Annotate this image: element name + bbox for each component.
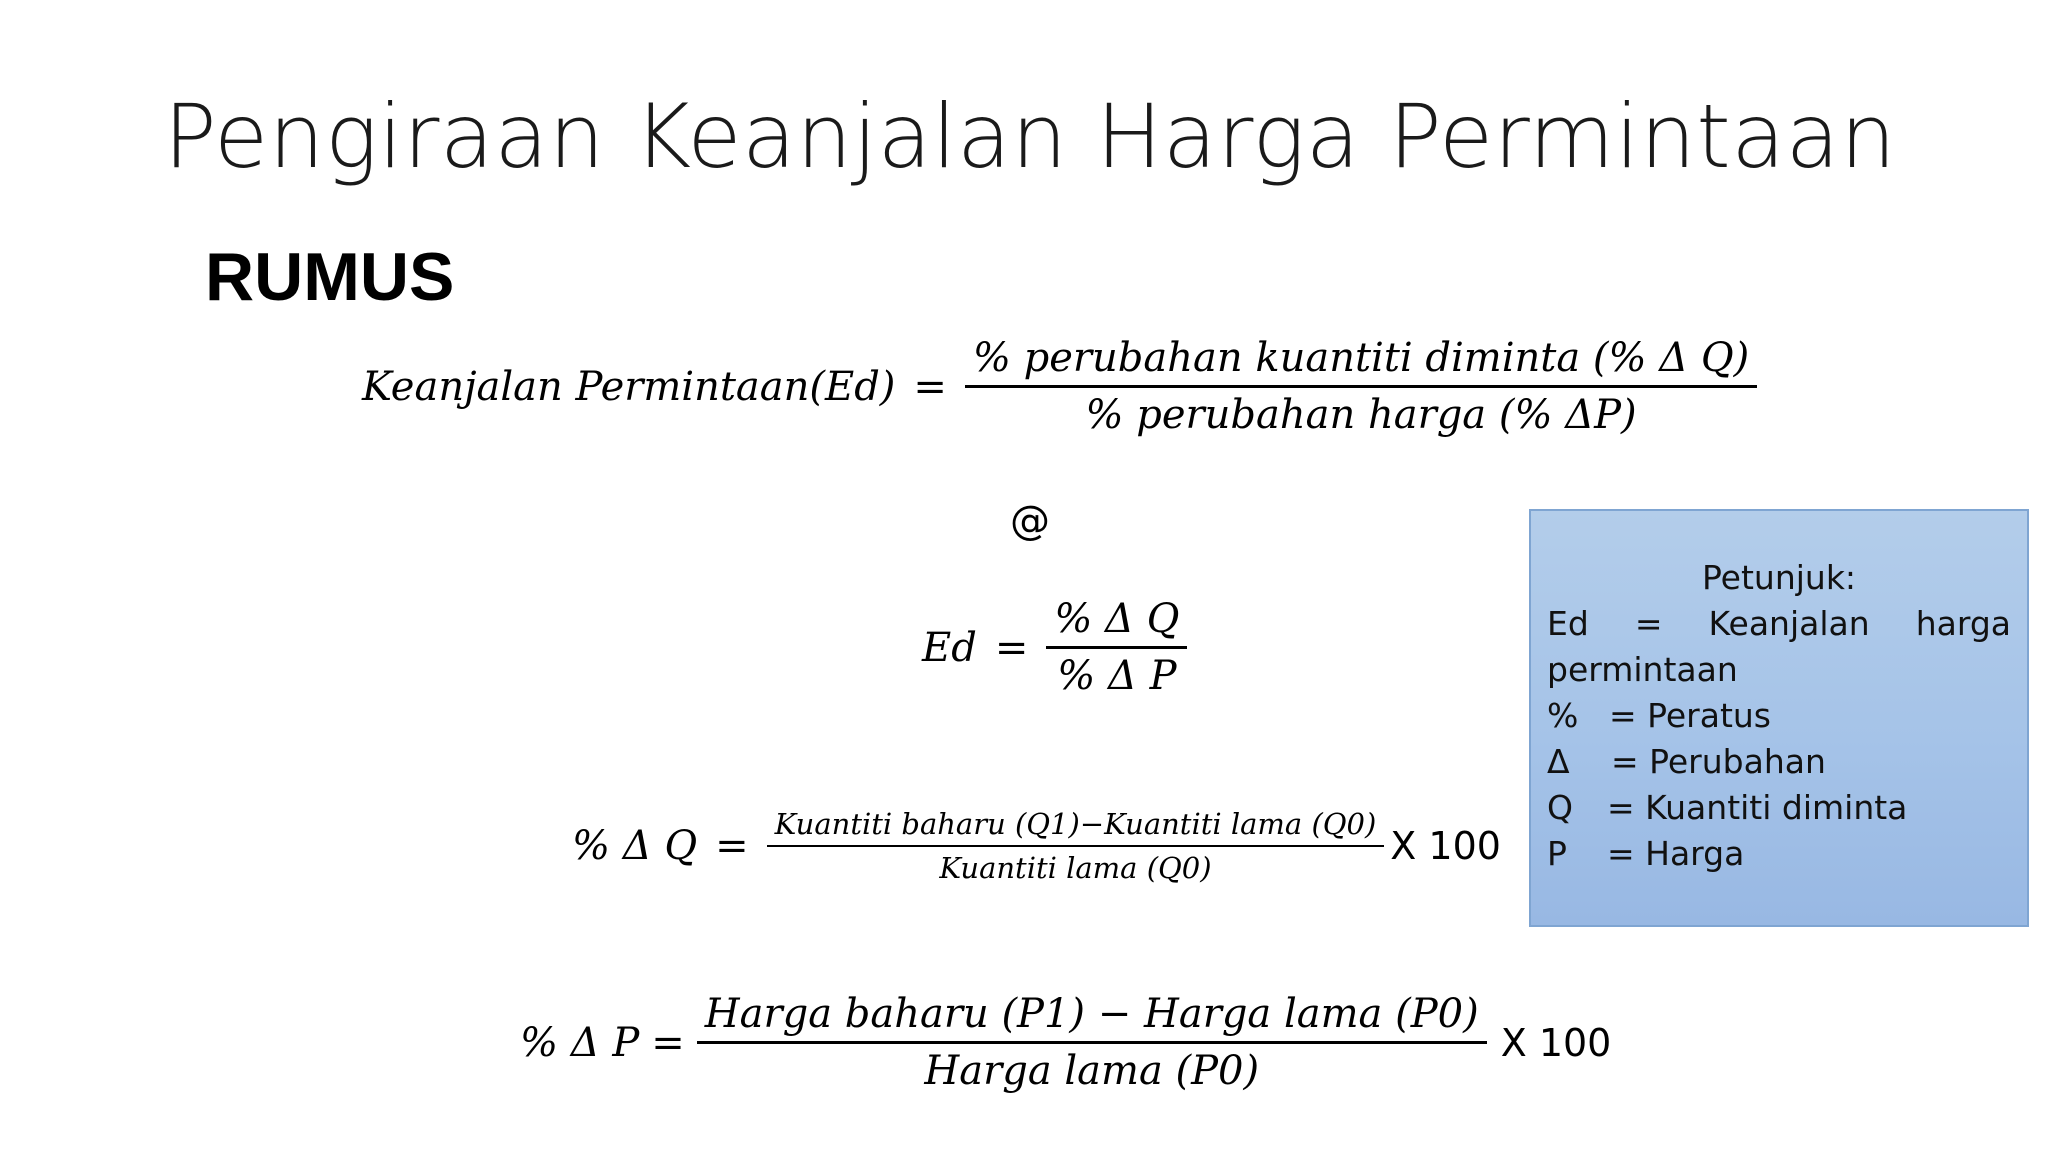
legend-ed-continuation: permintaan [1547,650,1738,689]
formula1-lhs: Keanjalan Permintaan(Ed) [362,363,896,410]
formula-percent-change-price [520,991,1611,1094]
legend-ed-word2: harga [1915,604,2011,643]
formula3-multiplier: X 100 [1390,824,1501,868]
legend-meaning: = Harga [1607,834,1745,873]
formula4-equals: = [651,1019,685,1066]
formula3-lhs: % Δ Q [572,823,698,869]
legend-item-q [1547,785,2011,831]
formula2-denominator: % Δ P [1057,653,1177,699]
legend-heading: Petunjuk: [1701,558,1857,597]
formula-elasticity-definition [362,335,1757,438]
legend-item-ed [1547,601,2011,647]
formula3-equals: = [715,823,749,869]
slide-title: Pengiraan Keanjalan Harga Permintaan [163,85,1897,188]
formula4-lhs: % Δ P [520,1019,640,1066]
legend-meaning: = Peratus [1609,696,1772,735]
legend-item-p [1547,831,2011,877]
formula3-fraction [767,807,1385,885]
formula3-denominator: Kuantiti lama (Q0) [939,851,1212,885]
formula2-fraction [1046,596,1187,699]
formula1-equals: = [913,363,947,410]
formula1-numerator: % perubahan kuantiti diminta (% Δ Q) [972,335,1750,381]
formula-percent-change-quantity [572,807,1501,885]
section-heading: RUMUS [205,239,455,315]
formula-ed-short [922,596,1187,699]
legend-ed-symbol: Ed [1547,604,1589,643]
legend-ed-equals: = [1634,604,1663,643]
legend-meaning: = Perubahan [1611,742,1826,781]
formula4-multiplier: X 100 [1500,1020,1612,1065]
formula2-numerator: % Δ Q [1054,596,1180,642]
formula4-fraction [697,991,1487,1094]
or-separator: @ [1010,498,1050,544]
formula4-denominator: Harga lama (P0) [924,1048,1260,1094]
legend-symbol: % [1547,696,1579,735]
formula2-lhs: Ed [922,624,977,671]
legend-item-percent [1547,693,2011,739]
formula3-numerator: Kuantiti baharu (Q1)−Kuantiti lama (Q0) [774,807,1377,841]
formula1-fraction [965,335,1757,438]
legend-item-delta [1547,739,2011,785]
formula1-denominator: % perubahan harga (% ΔP) [1085,392,1637,438]
legend-symbol: P [1547,834,1567,873]
legend-symbol: Q [1547,788,1573,827]
legend-meaning: = Kuantiti diminta [1607,788,1908,827]
formula2-equals: = [994,624,1029,671]
formula4-numerator: Harga baharu (P1) − Harga lama (P0) [704,991,1479,1037]
legend-symbol: Δ [1547,742,1570,781]
legend-box [1529,509,2029,927]
legend-ed-word1: Keanjalan [1708,604,1870,643]
